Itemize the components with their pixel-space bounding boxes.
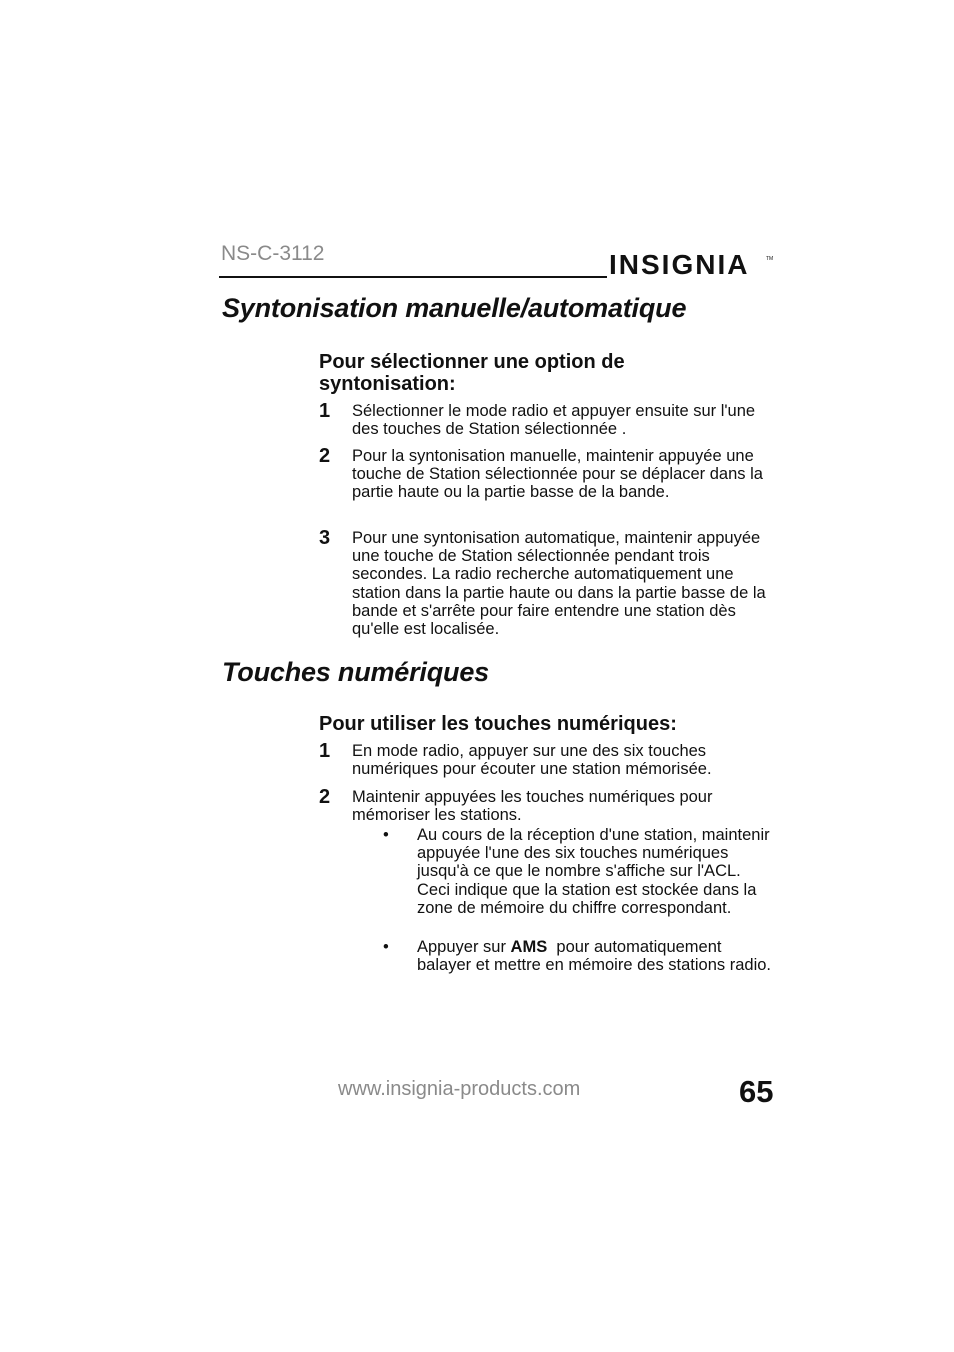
bullet-text xyxy=(417,938,777,974)
header-rule xyxy=(219,276,607,278)
step-number: 3 xyxy=(319,527,331,549)
insignia-logo xyxy=(609,240,775,280)
bullet-dot: • xyxy=(383,938,389,956)
step-number: 2 xyxy=(319,786,331,808)
step-number: 2 xyxy=(319,445,331,467)
step-text: Maintenir appuyées les touches numériques pour mémoriser les stations. xyxy=(352,788,713,825)
bullet-dot: • xyxy=(383,826,389,844)
bullet-text-before: Appuyer sur xyxy=(417,938,511,956)
step-text: Sélectionner le mode radio et appuyer ensuite sur l'une des touches de Station sélectionnée . xyxy=(352,402,756,439)
ams-label: AMS xyxy=(510,938,548,956)
subtitle-tuning-option: Pour sélectionner une option de syntonisation: xyxy=(319,351,625,395)
step-text: En mode radio, appuyer sur une des six touches numériques pour écouter une station mémorisée. xyxy=(352,742,712,779)
bullet-text: Au cours de la réception d'une station, maintenir appuyée l'une des six touches numériques jusqu'à ce que le nombre s'affiche sur l'ACL. Ceci indique que la station est stockée dans la zone de mémoire du chiffre correspondant. xyxy=(417,826,770,917)
page-number: 65 xyxy=(739,1074,774,1109)
section-title-tuning: Syntonisation manuelle/automatique xyxy=(222,293,687,323)
bullet-text-after: pour automatiquement balayer et mettre en mémoire des stations radio. xyxy=(417,938,772,975)
step-text: Pour une syntonisation automatique, maintenir appuyée une touche de Station sélectionnée pendant trois secondes. La radio recherche automatiquement une station dans la partie haute ou dans la partie basse de la bande et s'arrête pour faire entendre une station dès qu'elle est localisée. xyxy=(352,529,766,639)
section-title-number-keys: Touches numériques xyxy=(222,657,489,687)
step-number: 1 xyxy=(319,740,331,762)
model-number: NS-C-3112 xyxy=(221,242,325,265)
website-url: www.insignia-products.com xyxy=(338,1078,581,1100)
step-number: 1 xyxy=(319,400,331,422)
step-text: Pour la syntonisation manuelle, maintenir appuyée une touche de Station sélectionnée pour se déplacer dans la partie haute ou la partie basse de la bande. xyxy=(352,447,763,502)
logo-text: INSIGNIA xyxy=(609,249,750,280)
subtitle-number-keys: Pour utiliser les touches numériques: xyxy=(319,713,677,735)
logo-trademark: TM xyxy=(766,256,774,262)
